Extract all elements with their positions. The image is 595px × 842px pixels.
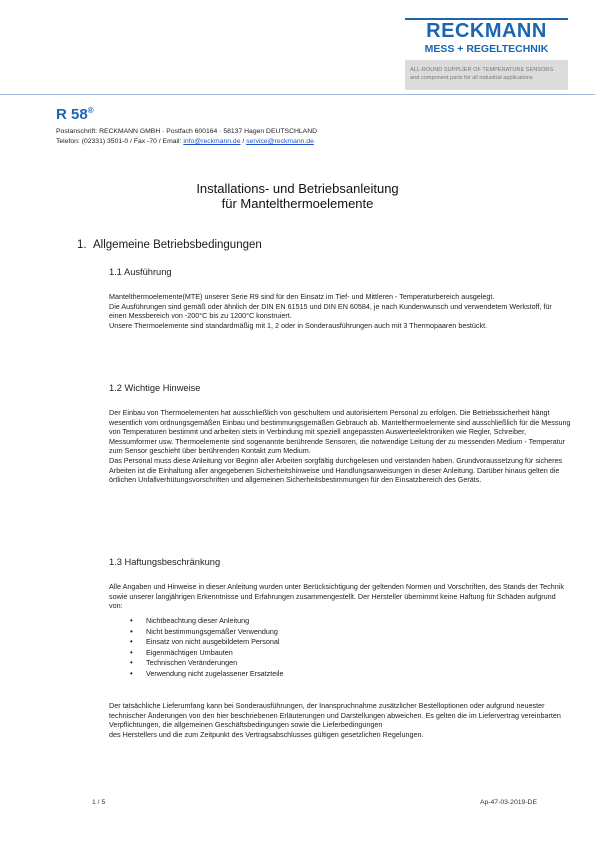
paragraph-haftung-closing: Der tatsächliche Lieferumfang kann bei Sonderausführungen, der Inanspruchnahme zusätzlicher Bestelloptionen oder aufgrund neuester technischer Änderungen von den hier beschriebenen Erläuterungen und Darstellungen abweichen. Es gelten die im Liefervertrag vereinbarten Verpflichtungen, die allgemeinen Geschäftsbedingungen sowie die Lieferbedingungen des Herstellers und die zum Zeitpunkt des Vertragsabschlusses gültigen gesetzlichen Regelungen.: [109, 701, 561, 739]
company-address: [56, 127, 317, 146]
paragraph-haftung-intro: Alle Angaben und Hinweise in dieser Anleitung wurden unter Berücksichtigung der geltenden Normen und Vorschriften, des Stands der Technik sowie unserer langjährigen Erkenntnisse und Erfahrungen zusammengestellt. Der Hersteller übernimmt keine Haftung für Schäden aufgrund von:: [109, 582, 564, 611]
email-info-link[interactable]: info@reckmann.de: [183, 137, 241, 145]
title-line-2: für Mantelthermoelemente: [221, 196, 374, 211]
logo-subtitle: MESS + REGELTECHNIK: [424, 43, 549, 55]
page-number: 1 / 5: [92, 799, 106, 806]
contact-line: [56, 137, 317, 147]
title-line-1: Installations- und Betriebsanleitung: [196, 181, 399, 196]
email-service-link[interactable]: service@reckmann.de: [246, 137, 314, 145]
paragraph-hinweise: Der Einbau von Thermoelementen hat ausschließlich von geschultem und autorisiertem Personal zu erfolgen. Die Betriebssicherheit hängt wesentlich vom ordnungsgemäßen Einbau und bestimmungsgemäßen Gebrauch ab. Mantelthermoelemente sind ausschließlich für die Messung von Temperaturen bestimmt und arbeiten stets in Verbindung mit speziell angepassten Auswerteelektroniken wie Regler, Schreiber, Messumformer usw. Thermoelemente sind sogenannte berührende Sensoren, die notwendige Leitung der zu messenden Medium - Temperatur zum Sensor geschieht über berührenden Kontakt zum Medium. Das Personal muss diese Anleitung vor Beginn aller Arbeiten sorgfältig durchgelesen und verstanden haben. Grundvoraussetzung für sicheres Arbeiten ist die Einhaltung aller angegebenen Sicherheitshinweise und Handlungsanweisungen in dieser Anleitung. Darüber hinaus gelten die örtlichen Unfallverhütungsvorschriften und allgemeinen Sicherheitsbestimmungen für den Einsatzbereich des Geräts.: [109, 408, 571, 485]
email-separator: /: [240, 137, 247, 145]
postal-address: Postanschrift: RECKMANN GMBH · Postfach 600164 · 58137 Hagen DEUTSCHLAND: [56, 128, 318, 135]
header-divider: [0, 94, 595, 95]
list-item: • Technischen Veränderungen: [130, 658, 283, 669]
paragraph-ausfuehrung: Mantelthermoelemente(MTE) unserer Serie R9 sind für den Einsatz im Tief- und Mittleren - Temperaturbereich ausgelegt. Die Ausführungen sind gemäß oder ähnlich der DIN EN 61515 und DIN EN 60584, je nach Kundenwunsch und verwendetem Werkstoff, für einen Messbereich von -200°C bis zu 1200°C konstruiert. Unsere Thermoelemente sind standardmäßig mit 1, 2 oder in Sonderausführungen auch mit 3 Thermopaaren bestückt.: [109, 292, 552, 330]
section-number: 1.: [77, 239, 87, 251]
subsection-heading-1-3: 1.3 Haftungsbeschränkung: [109, 557, 221, 567]
product-code: [56, 106, 94, 123]
section-heading: [77, 239, 262, 251]
logo-tagline: [405, 60, 568, 90]
list-item: • Einsatz von nicht ausgebildetem Personal: [130, 637, 283, 648]
product-code-text: R 58: [56, 106, 88, 123]
subsection-heading-1-1: 1.1 Ausführung: [109, 267, 172, 277]
liability-list: [130, 616, 283, 679]
logo-tagline-line-1: ALL-ROUND SUPPLIER OF TEMPERATURE SENSORS: [410, 67, 554, 73]
company-logo: [405, 18, 568, 94]
phone-fax: Telefon: (02331) 3501-0 / Fax -70 / Email:: [56, 137, 184, 145]
document-title: [0, 181, 595, 211]
document-id: Ap-47-03-2019-DE: [479, 799, 537, 806]
list-item: • Nicht bestimmungsgemäßer Verwendung: [130, 627, 283, 638]
section-title: Allgemeine Betriebsbedingungen: [93, 239, 262, 251]
logo-brand: RECKMANN: [405, 18, 568, 42]
list-item: • Verwendung nicht zugelassener Ersatzteile: [130, 669, 283, 680]
subsection-heading-1-2: 1.2 Wichtige Hinweise: [109, 383, 201, 393]
list-item: • Eigenmächtigen Umbauten: [130, 648, 283, 659]
list-item: • Nichtbeachtung dieser Anleitung: [130, 616, 283, 627]
registered-mark: ®: [87, 106, 94, 115]
logo-tagline-line-2: and component parts for all industrial applications: [410, 75, 533, 81]
